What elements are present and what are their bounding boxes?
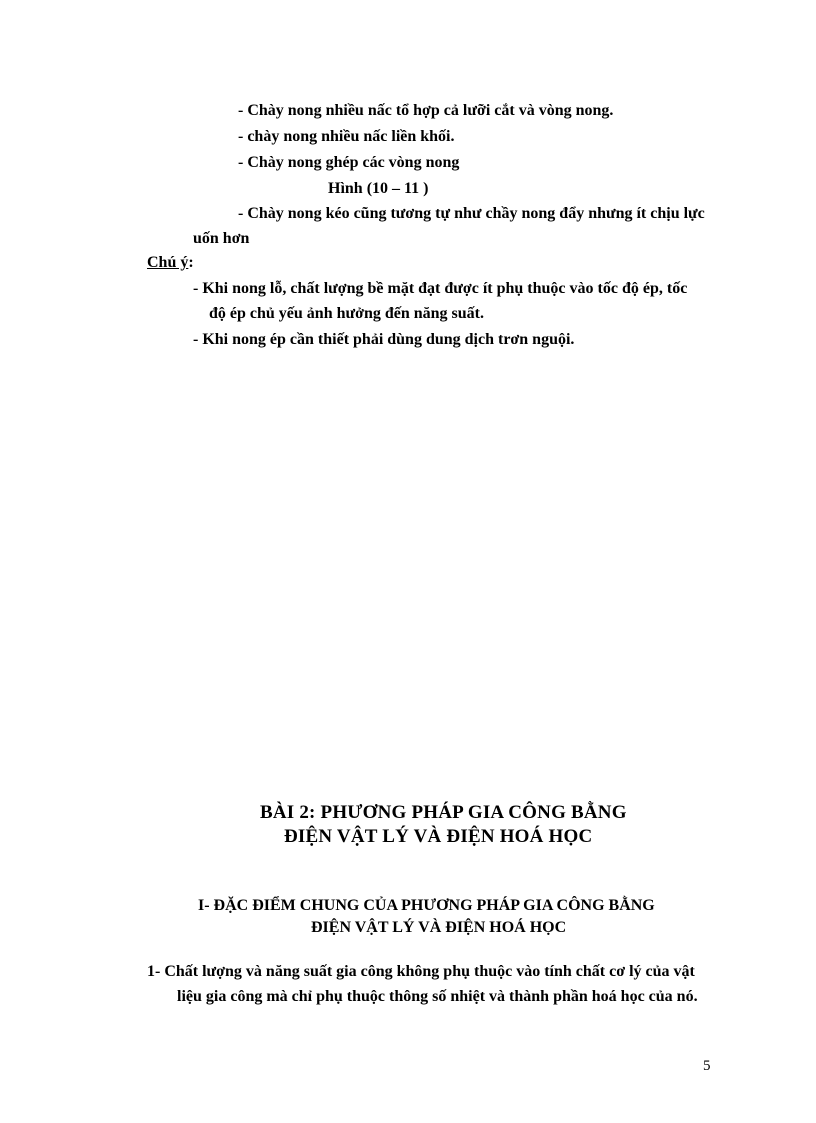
section-heading-line1: I- ĐẶC ĐIỂM CHUNG CỦA PHƯƠNG PHÁP GIA CÔNG BẰNG — [198, 897, 655, 914]
note-item: - Khi nong lỗ, chất lượng bề mặt đạt được ít phụ thuộc vào tốc độ ép, tốc — [193, 280, 688, 297]
page-number: 5 — [703, 1058, 711, 1074]
note-item-continuation: độ ép chủ yếu ảnh hưởng đến năng suất. — [209, 305, 484, 322]
list-item: - chày nong nhiều nấc liền khối. — [238, 128, 455, 145]
note-heading — [147, 253, 194, 273]
list-item: - Chày nong kéo cũng tương tự như chầy nong đẩy nhưng ít chịu lực — [238, 205, 705, 222]
note-label: Chú ý — [147, 254, 189, 271]
lesson-title-line2: ĐIỆN VẬT LÝ VÀ ĐIỆN HOÁ HỌC — [284, 826, 593, 847]
figure-reference: Hình (10 – 11 ) — [328, 180, 429, 197]
list-item: - Chày nong ghép các vòng nong — [238, 154, 460, 171]
note-colon: : — [188, 254, 194, 271]
list-item-continuation: uốn hơn — [193, 230, 250, 247]
note-item: - Khi nong ép cần thiết phải dùng dung dịch trơn nguội. — [193, 331, 575, 348]
numbered-point: 1- Chất lượng và năng suất gia công không phụ thuộc vào tính chất cơ lý của vật — [147, 963, 695, 980]
numbered-point-continuation: liệu gia công mà chỉ phụ thuộc thông số nhiệt và thành phần hoá học của nó. — [177, 988, 698, 1005]
list-item: - Chày nong nhiều nấc tổ hợp cả lưỡi cắt và vòng nong. — [238, 102, 614, 119]
section-heading-line2: ĐIỆN VẬT LÝ VÀ ĐIỆN HOÁ HỌC — [311, 919, 567, 936]
lesson-title-line1: BÀI 2: PHƯƠNG PHÁP GIA CÔNG BẰNG — [260, 802, 627, 823]
